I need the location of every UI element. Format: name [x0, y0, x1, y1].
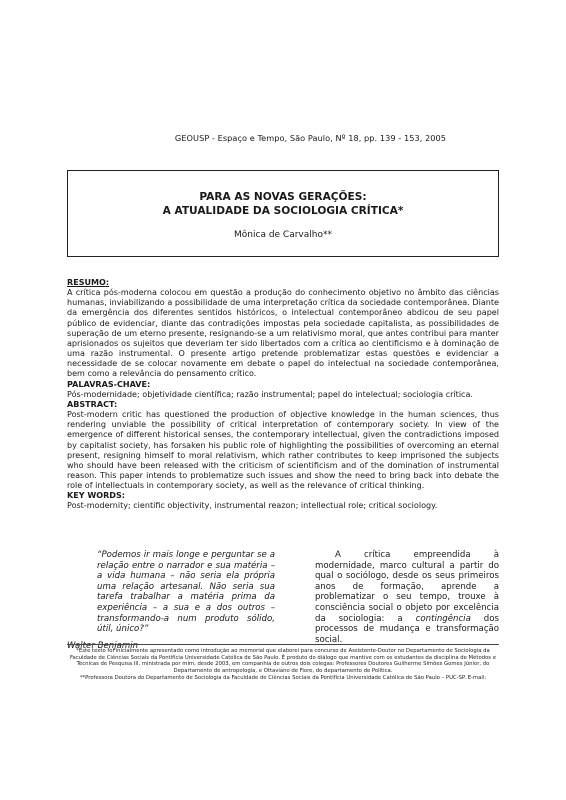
key-words-text: Post-modernity; cientific objectivity, instrumental reazon; intellectual role; critical sociology.	[67, 501, 438, 511]
journal-citation-header	[0, 133, 566, 143]
title-box	[67, 170, 499, 257]
footnote-divider	[67, 644, 499, 645]
article-title	[68, 190, 498, 218]
footnote-2: **Professora Doutora do Departamento de Sociologia da Faculdade de Ciências Sociais da Pontifícia Universidade Católica de São Paulo – PUC-SP. E-mail:	[79, 675, 487, 682]
article-author: Mônica de Carvalho**	[234, 230, 332, 240]
resumo-label: RESUMO:	[67, 278, 110, 287]
key-words-label: KEY WORDS:	[67, 491, 125, 501]
body-paragraph-end: dos processos de mudança e transformação social.	[315, 613, 499, 645]
epigraph-author: Walter Benjamin	[67, 640, 139, 651]
epigraph	[67, 550, 275, 651]
body-paragraph	[315, 550, 499, 645]
body-paragraph-italic: contingência	[415, 613, 471, 624]
abstract-text: Post-modern critic has questioned the production of objective knowledge in the human sciences, thus rendering unviable the possibility of critical interpretation of contemporary society. In view of the emergence of different historical senses, the contemporary intellectual, given the contradictions imposed by capitalist society, has forsaken his public role of highlighting the possibilities of overcoming an eternal present, resigning himself to moral relativism, which rather contributes to keep imprisoned the subjects who should have been released with the criticism of scientificism and of the domination of instrumental reason. This paper intends to problematize such issues and show the need to bring back into debate the role of intellectuals in contemporary society, as well as the relevance of critical thinking.	[67, 410, 499, 491]
body-paragraph-start: A crítica empreendida à modernidade, marco cultural a partir do qual o sociólogo, desde os seus primeiros anos de formação, aprende a problematizar o seu tempo, trouxe à consciência social o objeto por excelência da sociologia: a	[315, 550, 499, 624]
footnote-1: *Este texto foi inicialmente apresentado como introdução ao memorial que elaborei para concurso de Assistente-Doutor no Departamento de Sociologia da Faculdade de Ciências Sociais da Pontifícia Universidade Católica de São Paulo. É produto do diálogo que mantive com os estudantes da disciplina de Métodos e Técnicas de Pesquisa III, ministrada por mim, desde 2003, em companhia de outros dois colegas: Professores Doutores Guilherme Simões Gomes Júnior, do Departamento de antropologia, e Ottaviano de Fiore, do departamento de Política.	[69, 648, 497, 674]
palavras-chave-label: PALAVRAS-CHAVE:	[67, 379, 151, 389]
title-line-1: PARA AS NOVAS GERAÇÕES:	[199, 191, 367, 203]
citation-text: GEOUSP - Espaço e Tempo, São Paulo, Nº 18, pp. 139 - 153, 2005	[174, 133, 447, 143]
title-line-2: A ATUALIDADE DA SOCIOLOGIA CRÍTICA*	[162, 205, 404, 217]
abstract-label: ABSTRACT:	[67, 399, 118, 409]
abstract-section	[67, 278, 499, 512]
epigraph-quote: “Podemos ir mais longe e perguntar se a relação entre o narrador e sua matéria – a vida humana – não seria ela própria uma relação artesanal. Não seria sua tarefa trabalhar a matéria prima da experiência – a sua e a dos outros – transformando-a num produto sólido, útil, único?”	[97, 550, 275, 635]
body-text	[315, 550, 499, 645]
footnotes	[67, 648, 499, 683]
resumo-text: A crítica pós-moderna colocou em questão a produção do conhecimento objetivo no âmbito das ciências humanas, inviabilizando a possibilidade de uma interpretação crítica da sociedade contemporânea. Diante da emergência dos diferentes sentidos históricos, o intelectual contemporâneo abdicou de seu papel público de evidenciar, diante das contradições impostas pela sociedade capitalista, as possibilidades de superação de um eterno presente, resignando-se a um relativismo moral, que antes contribui para manter aprisionados os sujeitos que deveriam ter sido libertados com a crítica ao cientificismo e à dominação de uma razão instrumental. O presente artigo pretende problematizar estas questões e evidenciar a necessidade de se colocar novamente em debate o papel do intelectual na sociedade contemporânea, bem como a relevância do pensamento crítico.	[67, 288, 499, 379]
palavras-chave-text: Pós-modernidade; objetividade científica; razão instrumental; papel do intelectual; sociologia crítica.	[67, 389, 473, 399]
